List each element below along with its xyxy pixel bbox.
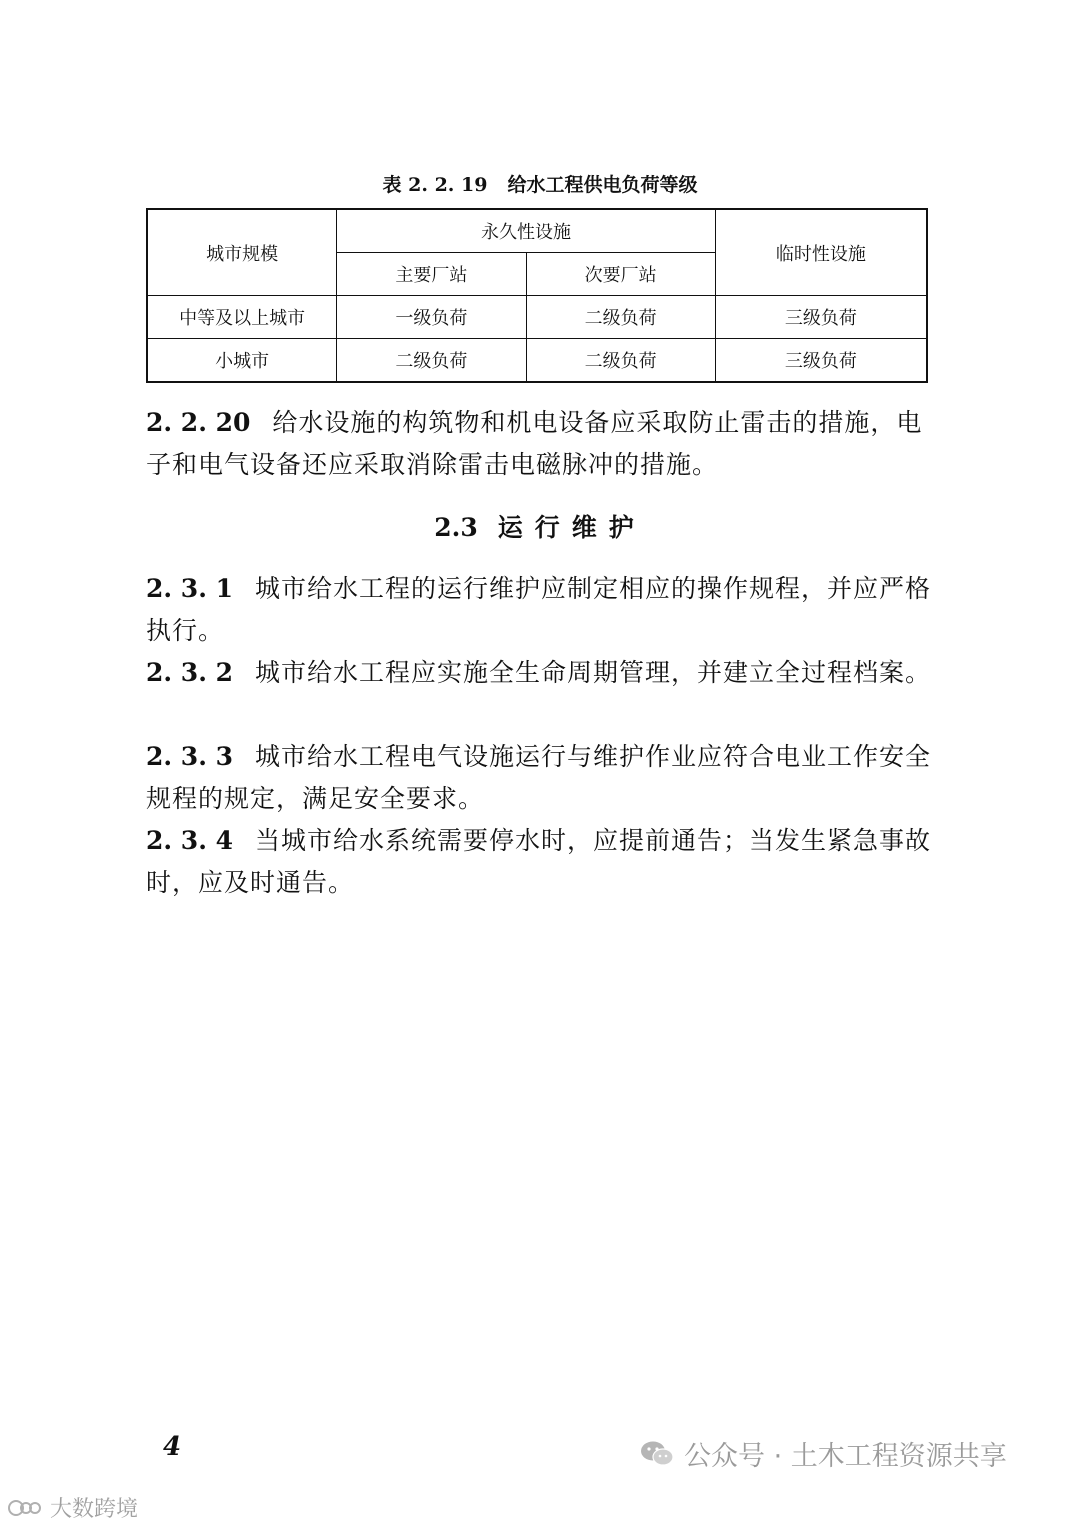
- clause-number: 2. 3. 1: [146, 574, 233, 603]
- cell-scale: 小城市: [147, 339, 337, 383]
- cell-minor: 二级负荷: [526, 296, 715, 339]
- logo-icon: [6, 1496, 46, 1520]
- clause-number: 2. 3. 3: [146, 742, 233, 771]
- clause-number: 2. 3. 4: [146, 826, 233, 855]
- header-city-scale: 城市规模: [147, 209, 337, 296]
- watermark-left: [6, 1492, 138, 1523]
- clause-text: 城市给水工程电气设施运行与维护作业应符合电业工作安全规程的规定，满足安全要求。: [146, 742, 932, 813]
- watermark-right: [640, 1434, 1007, 1473]
- cell-main: 二级负荷: [337, 339, 526, 383]
- watermark-text: 公众号 · 土木工程资源共享: [684, 1441, 1007, 1472]
- load-grade-table: [146, 208, 928, 383]
- clause-text: 城市给水工程应实施全生命周期管理，并建立全过程档案。: [255, 658, 932, 687]
- cell-temp: 三级负荷: [715, 296, 927, 339]
- watermark-text: 大数跨境: [50, 1497, 139, 1522]
- table-number: 表 2. 2. 19: [382, 174, 488, 196]
- table-row: [147, 296, 927, 339]
- header-permanent: 永久性设施: [337, 209, 716, 253]
- clause-2-3-2: [146, 652, 936, 694]
- cell-minor: 二级负荷: [526, 339, 715, 383]
- header-minor-station: 次要厂站: [526, 253, 715, 296]
- clause-number: 2. 2. 20: [146, 408, 251, 437]
- clause-2-3-3: [146, 736, 936, 820]
- cell-main: 一级负荷: [337, 296, 526, 339]
- clause-text: 当城市给水系统需要停水时，应提前通告；当发生紧急事故时，应及时通告。: [146, 826, 932, 897]
- cell-temp: 三级负荷: [715, 339, 927, 383]
- table-caption: [0, 170, 1080, 197]
- wechat-icon: [640, 1440, 674, 1468]
- clause-number: 2. 3. 2: [146, 658, 233, 687]
- table-row: [147, 339, 927, 383]
- section-heading: 运行维护: [497, 513, 646, 542]
- clause-2-3-1: [146, 568, 936, 652]
- clause-text: 给水设施的构筑物和机电设备应采取防止雷击的措施，电子和电气设备还应采取消除雷击电磁脉冲的措施。: [146, 408, 923, 479]
- table-title: 给水工程供电负荷等级: [507, 174, 698, 196]
- section-number: 2.3: [434, 513, 478, 542]
- cell-scale: 中等及以上城市: [147, 296, 337, 339]
- header-temporary: 临时性设施: [715, 209, 927, 296]
- clause-text: 城市给水工程的运行维护应制定相应的操作规程，并应严格执行。: [146, 574, 932, 645]
- clause-2-2-20: [146, 402, 936, 486]
- page-number: 4: [163, 1432, 182, 1462]
- section-title: [0, 508, 1080, 544]
- clause-2-3-4: [146, 820, 936, 904]
- header-main-station: 主要厂站: [337, 253, 526, 296]
